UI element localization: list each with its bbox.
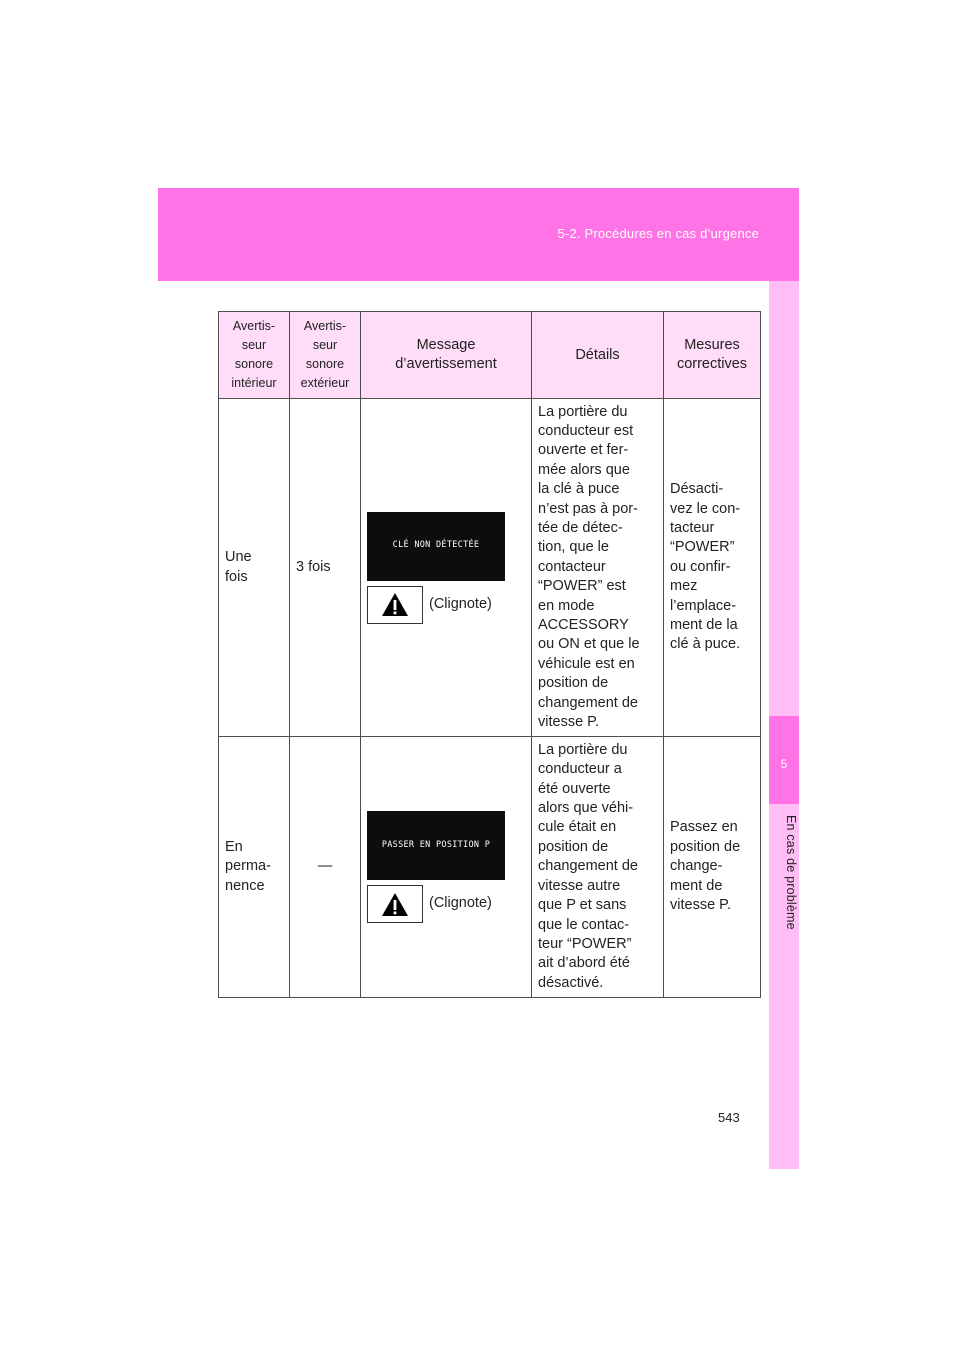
chapter-number: 5 bbox=[780, 757, 788, 771]
details-cell: La portière du conducteur a été ouverte alors que véhi- cule était en position de changement de vitesse autre que P et sans que le contac- teur “POWER” ait d’abord été désactivé. bbox=[532, 737, 664, 998]
exterior-buzzer-cell: 3 fois bbox=[290, 399, 361, 737]
section-header-band bbox=[158, 188, 799, 281]
message-display bbox=[367, 512, 505, 581]
header-exterior-buzzer: Avertis- seur sonore extérieur bbox=[290, 312, 361, 399]
details-cell: La portière du conducteur est ouverte et fer- mée alors que la clé à puce n’est pas à por- tée de détec- tion, que le contacteur “POWER” est en mode ACCESSORY ou ON et que le véhicule est en position de changement de vitesse P. bbox=[532, 399, 664, 737]
warning-message-cell bbox=[361, 399, 532, 737]
warning-triangle-icon bbox=[367, 885, 423, 923]
interior-buzzer-cell: Une fois bbox=[219, 399, 290, 737]
warning-triangle-icon bbox=[367, 586, 423, 624]
chapter-title: En cas de problème bbox=[784, 815, 798, 930]
message-display bbox=[367, 811, 505, 880]
header-details: Détails bbox=[532, 312, 664, 399]
correction-cell: Désacti- vez le con- tacteur “POWER” ou confir- mez l’emplace- ment de la clé à puce. bbox=[664, 399, 761, 737]
header-interior-buzzer: Avertis- seur sonore intérieur bbox=[219, 312, 290, 399]
interior-buzzer-cell: En perma- nence bbox=[219, 737, 290, 998]
table-row bbox=[219, 737, 761, 998]
exterior-buzzer-cell: — bbox=[290, 737, 361, 998]
message-display-text: CLÉ NON DÉTECTÉE bbox=[392, 540, 480, 551]
warning-message-cell bbox=[361, 737, 532, 998]
page-number: 543 bbox=[718, 1110, 740, 1125]
blink-note: (Clignote) bbox=[429, 895, 492, 912]
blink-note: (Clignote) bbox=[429, 595, 492, 612]
section-title: 5-2. Procédures en cas d’urgence bbox=[557, 226, 759, 241]
header-corrective-measures: Mesures correctives bbox=[664, 312, 761, 399]
message-display-text: PASSER EN POSITION P bbox=[381, 839, 491, 850]
warning-table bbox=[218, 311, 761, 998]
header-warning-message: Message d’avertissement bbox=[361, 312, 532, 399]
correction-cell: Passez en position de change- ment de vitesse P. bbox=[664, 737, 761, 998]
table-header-row bbox=[219, 312, 761, 399]
table-row bbox=[219, 399, 761, 737]
